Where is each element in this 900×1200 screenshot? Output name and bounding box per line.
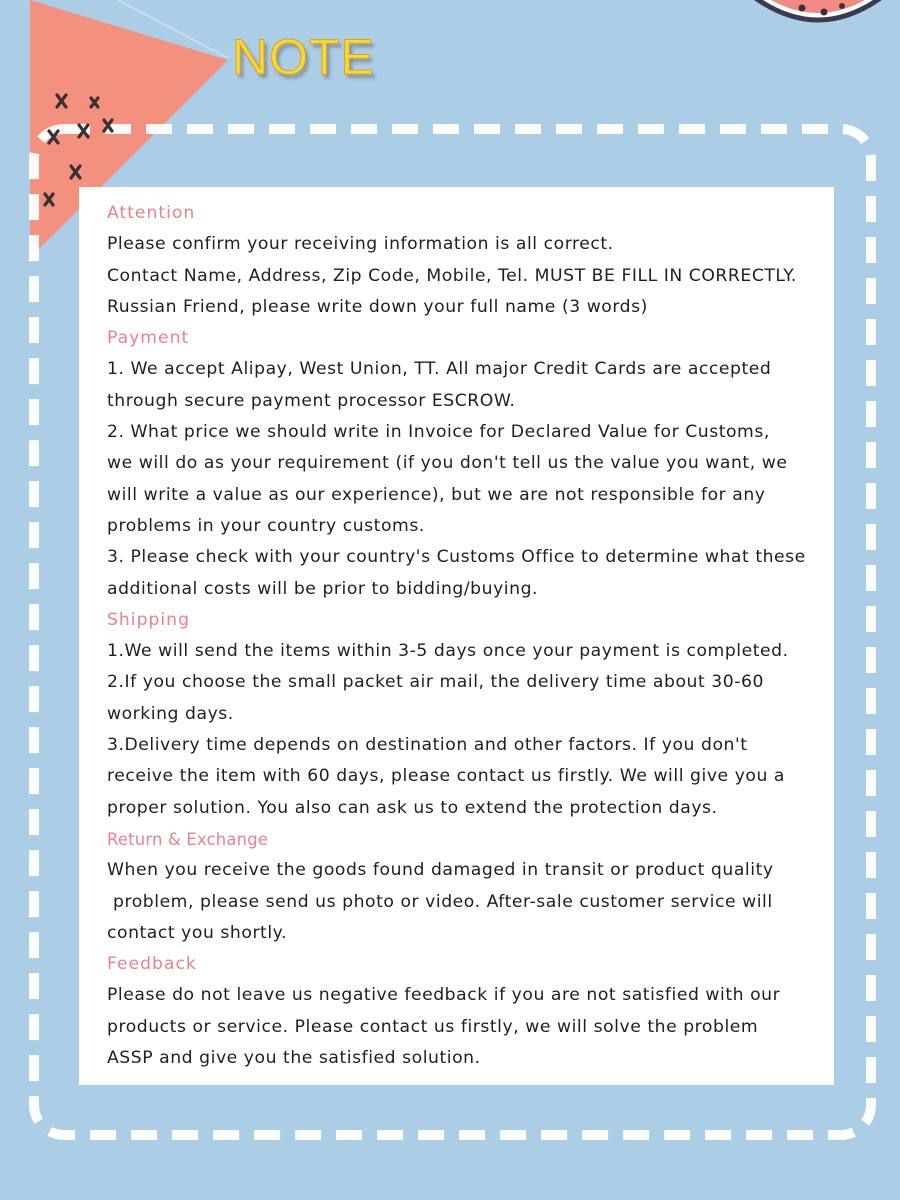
- section-heading: Payment: [107, 328, 190, 349]
- page-title: NOTE: [232, 29, 375, 85]
- text-line: we will do as your requirement (if you don't tell us the value you want, we: [107, 453, 788, 474]
- text-line: products or service. Please contact us firstly, we will solve the problem: [107, 1016, 759, 1037]
- return-exchange-section: [107, 824, 826, 949]
- text-line: receive the item with 60 days, please contact us firstly. We will give you a: [107, 766, 786, 787]
- section-heading: Feedback: [107, 954, 197, 975]
- text-line: 3. Please check with your country's Customs Office to determine what these: [107, 547, 806, 568]
- section-heading: Return & Exchange: [107, 829, 269, 849]
- text-line: 2. What price we should write in Invoice for Declared Value for Customs,: [107, 422, 770, 443]
- text-line: proper solution. You also can ask us to extend the protection days.: [107, 797, 718, 818]
- text-line: 1. We accept Alipay, West Union, TT. All major Credit Cards are accepted: [107, 359, 772, 380]
- feedback-section: [107, 949, 826, 1074]
- section-heading: Attention: [107, 203, 196, 223]
- text-line: through secure payment processor ESCROW.: [107, 390, 516, 411]
- payment-section: [107, 323, 826, 605]
- text-line: problems in your country customs.: [107, 515, 425, 536]
- text-line: will write a value as our experience), but we are not responsible for any: [107, 484, 766, 505]
- text-line: working days.: [107, 703, 234, 724]
- text-line: contact you shortly.: [107, 922, 287, 943]
- shipping-section: [107, 605, 826, 824]
- text-line: additional costs will be prior to bidding/buying.: [107, 578, 539, 599]
- text-line: Please do not leave us negative feedback if you are not satisfied with our: [107, 985, 781, 1006]
- text-line: Please confirm your receiving information is all correct.: [107, 234, 614, 255]
- text-line: When you receive the goods found damaged in transit or product quality: [107, 860, 774, 881]
- attention-section: [107, 198, 826, 323]
- text-line: ASSP and give you the satisfied solution.: [107, 1048, 481, 1069]
- section-heading: Shipping: [107, 609, 190, 630]
- text-line: 2.If you choose the small packet air mail, the delivery time about 30-60: [107, 672, 764, 693]
- text-line: 1.We will send the items within 3-5 days once your payment is completed.: [107, 641, 789, 662]
- watermelon-slice-icon: [754, 0, 882, 23]
- text-line: 3.Delivery time depends on destination and other factors. If you don't: [107, 735, 748, 756]
- text-line: Contact Name, Address, Zip Code, Mobile, Tel. MUST BE FILL IN CORRECTLY.: [107, 265, 797, 286]
- text-line: Russian Friend, please write down your full name (3 words): [107, 296, 648, 317]
- text-line: problem, please send us photo or video. After-sale customer service will: [107, 891, 773, 912]
- notice-card: [79, 187, 834, 1085]
